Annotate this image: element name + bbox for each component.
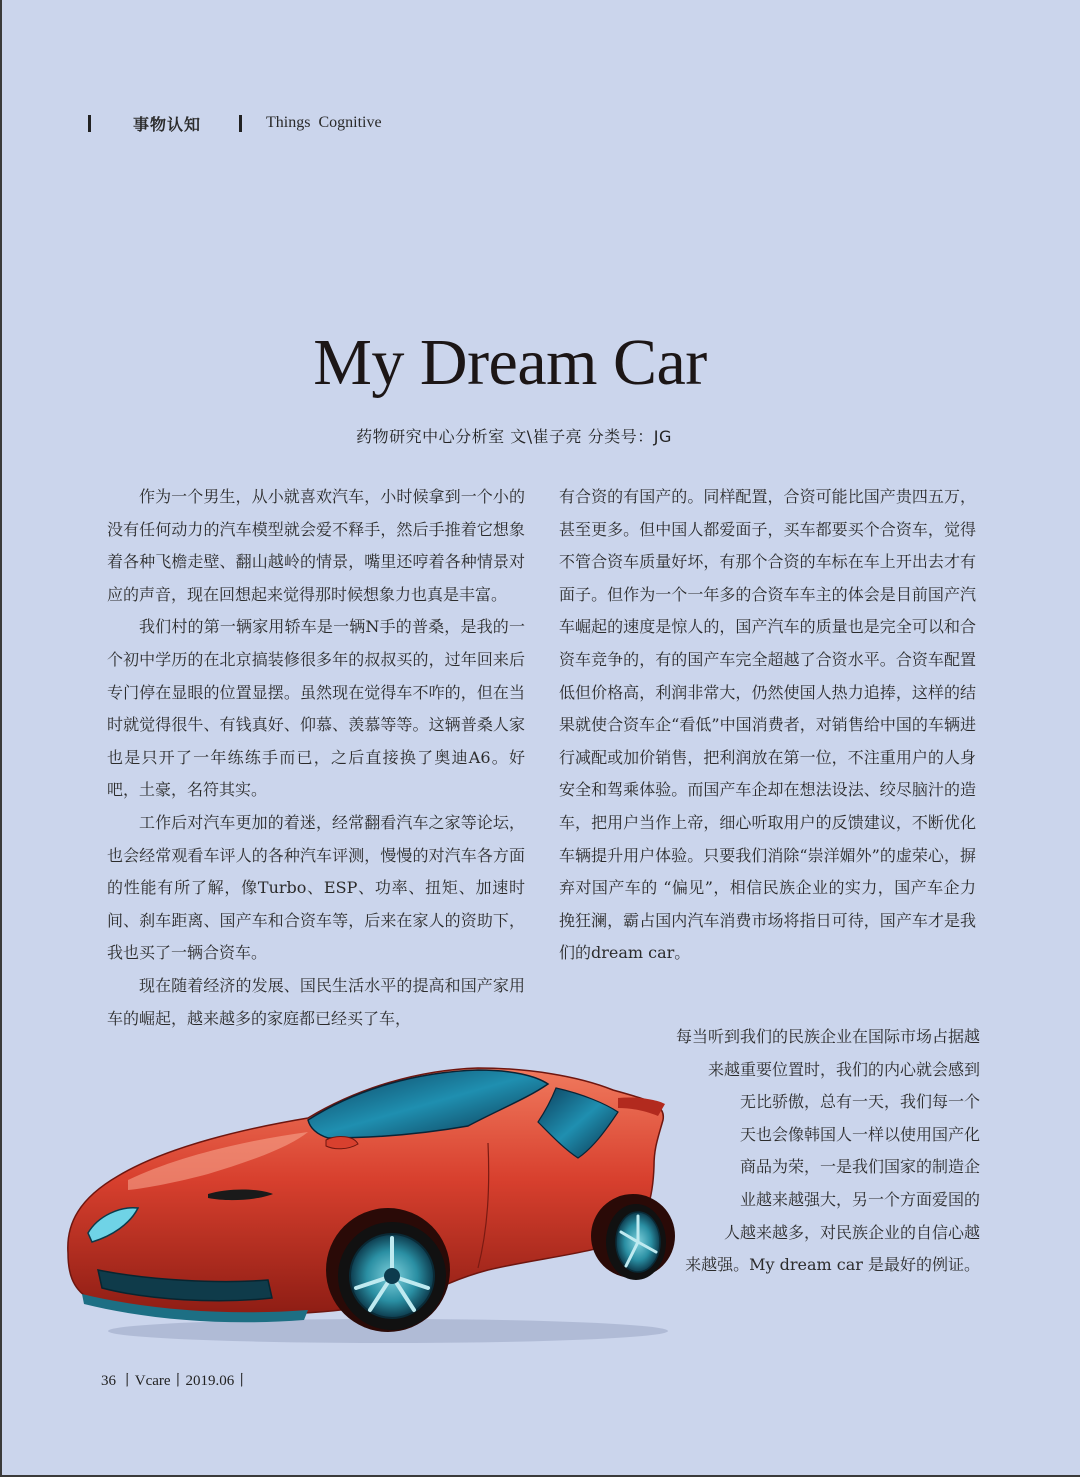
section-title-en: Things Cognitive: [266, 114, 382, 131]
section-header: [88, 110, 382, 136]
paragraph: 工作后对汽车更加的着迷，经常翻看汽车之家等论坛，也会经常观看车评人的各种汽车评测，慢慢的对汽车各方面的性能有所了解，像Turbo、ESP、功率、扭矩、加速时间、刹车距离、国产车和合资车等，后来在家人的资助下，我也买了一辆合资车。: [107, 812, 525, 963]
tail-line: 天也会像韩国人一样以使用国产化: [739, 1124, 980, 1144]
car-front-wheel-hub: [384, 1268, 400, 1284]
page-footer: 36 丨Vcare丨2019.06丨: [101, 1373, 250, 1389]
tail-line: 业越来越强大，另一个方面爱国的: [739, 1189, 980, 1209]
tail-line: 每当听到我们的民族企业在国际市场占据越: [675, 1027, 980, 1046]
article-column-left: [107, 481, 525, 1035]
article-title: My Dream Car: [313, 326, 707, 399]
tail-line: 人越来越多，对民族企业的自信心越: [723, 1222, 980, 1242]
paragraph: 我们村的第一辆家用轿车是一辆N手的普桑，是我的一个初中学历的在北京搞装修很多年的叔叔买的，过年回来后专门停在显眼的位置显摆。虽然现在觉得车不咋的，但在当时就觉得很牛、有钱真好、仰慕、羡慕等等。这辆普桑人家也是只开了一年练练手而已，之后直接换了奥迪A6。好吧，土豪，名符其实。: [107, 617, 525, 800]
tail-line: 来越重要位置时，我们的内心就会感到: [707, 1059, 980, 1079]
tail-line: 商品为荣，一是我们国家的制造企: [739, 1157, 980, 1177]
header-bar-left: [88, 115, 91, 132]
page-frame-left: [0, 0, 2, 1477]
section-title-cn: 事物认知: [133, 114, 202, 134]
header-bar-divider: [239, 115, 242, 132]
paragraph: 现在随着经济的发展、国民生活水平的提高和国产家用车的崛起，越来越多的家庭都已经买了车，: [107, 975, 525, 1028]
tail-line: 无比骄傲，总有一天，我们每一个: [739, 1092, 980, 1112]
article-column-right: [559, 481, 976, 970]
paragraph: 有合资的有国产的。同样配置，合资可能比国产贵四五万，甚至更多。但中国人都爱面子，买车都要买个合资车，觉得不管合资车质量好坏，有那个合资的车标在车上开出去才有面子。但作为一个一年多的合资车车主的体会是目前国产汽车崛起的速度是惊人的，国产汽车的质量也是完全可以和合资车竞争的，有的国产车完全超越了合资水平。合资车配置低但价格高，利润非常大，仍然使国人热力追捧，这样的结果就使合资车企“看低”中国消费者，对销售给中国的车辆进行减配或加价销售，把利润放在第一位，不注重用户的人身安全和驾乘体验。而国产车企却在想法设法、绞尽脑汁的造车，把用户当作上帝，细心听取用户的反馈建议，不断优化车辆提升用户体验。只要我们消除“崇洋媚外”的虚荣心，摒弃对国产车的 “偏见”，相信民族企业的实力，国产车企力挽狂澜，霸占国内汽车消费市场将指日可待，国产车才是我们的dream car。: [559, 487, 976, 963]
article-byline: 药物研究中心分析室 文\崔子亮 分类号：JG: [356, 427, 672, 446]
paragraph: 作为一个男生，从小就喜欢汽车，小时候拿到一个小的没有任何动力的汽车模型就会爱不释手，然后手推着它想象着各种飞檐走壁、翻山越岭的情景，嘴里还哼着各种情景对应的声音，现在回想起来觉得那时候想象力也真是丰富。: [107, 487, 525, 604]
tail-line: 来越强。My dream car 是最好的例证。: [685, 1255, 980, 1275]
sports-car-illustration: [58, 1048, 678, 1353]
